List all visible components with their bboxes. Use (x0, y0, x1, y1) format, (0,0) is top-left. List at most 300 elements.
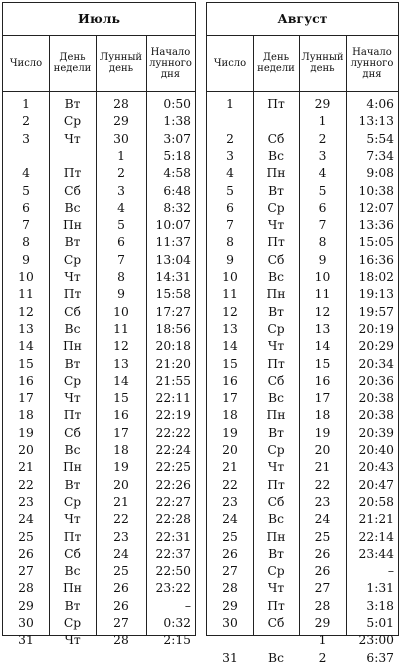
table-row (3, 148, 195, 165)
lunar-start-cell: 22:26 (155, 477, 191, 492)
day-number-cell: 7 (226, 218, 234, 233)
lunar-start-cell: 13:13 (358, 114, 394, 129)
weekday-cell: Чт (267, 460, 285, 475)
table-row (3, 165, 195, 182)
day-number-cell: 25 (18, 529, 34, 544)
lunar-start-cell: 5:18 (163, 148, 191, 163)
lunar-start-cell: 20:18 (155, 339, 191, 354)
day-number-cell: 25 (222, 529, 238, 544)
july-header-weekday: День недели (53, 52, 92, 74)
day-number-cell: 26 (222, 546, 238, 561)
lunar-day-cell: 15 (314, 356, 331, 371)
august-title: Август (207, 3, 398, 36)
weekday-cell: Чт (267, 218, 285, 233)
lunar-day-cell: 14 (314, 339, 331, 354)
lunar-start-cell: 15:05 (358, 235, 394, 250)
lunar-start-cell: 4:58 (163, 166, 191, 181)
table-row (3, 356, 195, 373)
table-row (3, 580, 195, 597)
lunar-day-cell: 23 (113, 529, 129, 544)
lunar-start-cell: 16:36 (358, 252, 394, 267)
august-table (206, 2, 399, 665)
lunar-day-cell: 5 (318, 183, 327, 198)
day-number-cell: 15 (18, 356, 34, 371)
weekday-cell: Вс (64, 200, 81, 215)
lunar-start-cell: 10:38 (358, 183, 394, 198)
weekday-cell: Вс (268, 391, 284, 406)
day-number-cell: 8 (226, 235, 234, 250)
lunar-start-cell: 20:39 (358, 425, 394, 440)
table-row (3, 459, 195, 476)
lunar-start-cell: 0:50 (163, 97, 191, 111)
day-number-cell: 28 (18, 581, 34, 596)
day-number-cell: 13 (18, 321, 34, 336)
weekday-cell: Вт (64, 598, 81, 613)
lunar-start-cell: 13:04 (155, 252, 191, 267)
weekday-cell: Сб (64, 425, 81, 440)
day-number-cell: 7 (22, 218, 30, 233)
weekday-cell: Сб (64, 546, 81, 561)
day-number-cell: 21 (18, 460, 34, 475)
lunar-start-cell: 22:22 (155, 425, 191, 440)
lunar-start-cell: 6:48 (163, 183, 191, 198)
lunar-day-cell: 2 (318, 131, 327, 146)
lunar-day-cell: 24 (314, 512, 331, 527)
weekday-cell: Вт (268, 546, 284, 561)
weekday-cell: Вс (268, 148, 284, 163)
lunar-start-cell: 3:07 (163, 131, 191, 146)
weekday-cell: Вт (268, 183, 284, 198)
day-number-cell: 11 (222, 287, 238, 302)
lunar-start-cell: 13:36 (358, 218, 394, 233)
weekday-cell: Вт (64, 97, 81, 111)
day-number-cell: 28 (222, 581, 238, 596)
day-number-cell: 29 (18, 598, 34, 613)
day-number-cell (207, 113, 253, 130)
lunar-day-cell: 13 (314, 321, 331, 336)
lunar-start-cell: 20:34 (358, 356, 394, 371)
day-number-cell: 18 (222, 408, 238, 423)
table-row (207, 338, 398, 355)
day-number-cell: 13 (222, 321, 238, 336)
day-number-cell: 20 (18, 443, 34, 457)
weekday-cell: Вт (64, 477, 81, 492)
table-row (3, 563, 195, 580)
lunar-day-cell: 21 (113, 494, 129, 509)
weekday-cell: Чт (64, 633, 81, 648)
day-number-cell: 26 (18, 546, 34, 561)
lunar-start-cell: 22:37 (155, 546, 191, 561)
lunar-start-cell: 14:31 (155, 270, 191, 284)
table-row (3, 477, 195, 494)
table-row (207, 563, 398, 580)
table-row (3, 615, 195, 632)
lunar-start-cell: 22:11 (155, 391, 191, 406)
day-number-cell: 22 (222, 477, 238, 492)
weekday-cell: Пт (267, 477, 285, 492)
lunar-start-cell: 5:54 (366, 131, 394, 146)
lunar-start-cell: – (184, 598, 191, 613)
weekday-cell: Пн (63, 339, 82, 354)
table-row (207, 459, 398, 476)
table-row (207, 252, 398, 269)
day-number-cell: 21 (222, 460, 238, 475)
weekday-cell: Вс (64, 564, 81, 579)
lunar-start-cell: 11:37 (155, 235, 191, 250)
lunar-start-cell: 20:38 (358, 408, 394, 423)
table-row (3, 252, 195, 269)
lunar-start-cell: 10:07 (155, 218, 191, 233)
table-row (207, 442, 398, 459)
lunar-day-cell: 30 (113, 131, 129, 146)
lunar-day-cell: 9 (318, 252, 327, 267)
weekday-cell: Ср (267, 200, 285, 215)
lunar-day-cell: 7 (117, 252, 125, 267)
lunar-day-cell: 19 (113, 460, 129, 475)
day-number-cell: 14 (222, 339, 238, 354)
weekday-cell: Чт (64, 270, 81, 284)
lunar-day-cell: 6 (318, 200, 327, 215)
lunar-day-cell: 17 (314, 391, 331, 406)
table-row (207, 373, 398, 390)
lunar-start-cell: 20:29 (358, 339, 394, 354)
lunar-start-cell: 1:38 (163, 114, 191, 129)
weekday-cell: Ср (63, 114, 82, 129)
table-row (3, 234, 195, 251)
lunar-day-cell: 18 (314, 408, 331, 423)
lunar-day-cell: 17 (113, 425, 129, 440)
lunar-start-cell: 12:07 (358, 200, 394, 215)
lunar-day-cell: 26 (113, 598, 129, 613)
weekday-cell: Вт (268, 425, 284, 440)
day-number-cell: 16 (18, 373, 34, 388)
lunar-start-cell: 5:01 (366, 616, 394, 630)
lunar-day-cell: 6 (117, 235, 125, 250)
lunar-start-cell: 4:06 (366, 97, 394, 111)
weekday-cell: Ср (267, 321, 285, 336)
day-number-cell: 1 (226, 97, 234, 111)
july-header-row (3, 35, 195, 92)
day-number-cell: 23 (18, 494, 34, 509)
weekday-cell: Вт (268, 304, 284, 319)
table-row (207, 615, 398, 632)
weekday-cell: Пн (266, 408, 286, 423)
lunar-day-cell: 2 (318, 650, 327, 665)
lunar-day-cell: 29 (314, 616, 331, 630)
day-number-cell: 12 (222, 304, 238, 319)
table-row (207, 477, 398, 494)
table-row (3, 425, 195, 442)
weekday-cell (253, 632, 299, 649)
table-row (207, 286, 398, 303)
lunar-start-cell: 20:58 (358, 494, 394, 509)
lunar-day-cell: 2 (117, 166, 125, 181)
lunar-start-cell: 21:21 (358, 512, 394, 527)
lunar-start-cell: 6:37 (366, 650, 394, 665)
lunar-day-cell: 8 (117, 270, 125, 284)
day-number-cell: 3 (226, 148, 234, 163)
day-number-cell: 30 (18, 616, 34, 630)
lunar-day-cell: 12 (314, 304, 331, 319)
weekday-cell: Сб (267, 131, 285, 146)
day-number-cell: 22 (18, 477, 34, 492)
lunar-day-cell: 26 (314, 546, 331, 561)
weekday-cell: Чт (64, 512, 81, 527)
weekday-cell: Пт (63, 287, 82, 302)
table-row (3, 183, 195, 200)
july-header-lunar-start: Начало лунного дня (149, 46, 192, 80)
weekday-cell: Пт (267, 97, 285, 111)
day-number-cell: 20 (222, 443, 238, 457)
table-row (207, 131, 398, 148)
weekday-cell: Пн (63, 460, 82, 475)
lunar-start-cell: 22:27 (155, 494, 191, 509)
day-number-cell: 18 (18, 408, 34, 423)
weekday-cell (253, 113, 299, 130)
august-header-number: Число (213, 57, 247, 69)
table-row (207, 356, 398, 373)
day-number-cell: 23 (222, 494, 238, 509)
lunar-start-cell: 22:14 (358, 529, 394, 544)
lunar-day-cell: 16 (314, 373, 331, 388)
lunar-day-cell: 18 (113, 443, 129, 457)
lunar-day-cell: 27 (113, 616, 129, 630)
lunar-start-cell: 23:22 (155, 581, 191, 596)
table-row (3, 546, 195, 563)
lunar-start-cell: 9:08 (366, 166, 394, 181)
table-row (207, 407, 398, 424)
table-row (207, 494, 398, 511)
weekday-cell: Вс (268, 512, 284, 527)
lunar-day-cell: 13 (113, 356, 129, 371)
weekday-cell: Чт (64, 131, 81, 146)
table-row (3, 217, 195, 234)
lunar-day-cell: 11 (113, 321, 129, 336)
july-rows (3, 91, 195, 648)
day-number-cell: 15 (222, 356, 238, 371)
table-row (207, 165, 398, 182)
lunar-day-cell: 15 (113, 391, 129, 406)
lunar-day-cell: 19 (314, 425, 331, 440)
lunar-start-cell: 19:13 (358, 287, 394, 302)
july-header-number: Число (9, 57, 43, 69)
lunar-day-cell: 1 (117, 148, 125, 163)
table-row (207, 148, 398, 165)
weekday-cell (49, 148, 96, 165)
table-row (207, 269, 398, 286)
table-row (3, 269, 195, 286)
weekday-cell: Вт (64, 235, 81, 250)
table-row (3, 321, 195, 338)
day-number-cell: 30 (222, 616, 238, 630)
table-row (207, 234, 398, 251)
lunar-day-cell: 25 (314, 529, 331, 544)
lunar-day-cell: 21 (314, 460, 331, 475)
table-row (207, 113, 398, 130)
weekday-cell: Пт (63, 529, 82, 544)
lunar-start-cell: 3:18 (366, 598, 394, 613)
lunar-start-cell: 20:19 (358, 321, 394, 336)
lunar-start-cell: 22:31 (155, 529, 191, 544)
lunar-start-cell: 20:40 (358, 443, 394, 457)
lunar-day-cell: 3 (117, 183, 125, 198)
weekday-cell: Сб (64, 304, 81, 319)
lunar-start-cell: 17:27 (155, 304, 191, 319)
lunar-day-cell: 28 (314, 598, 331, 613)
weekday-cell: Ср (63, 494, 82, 509)
weekday-cell: Чт (267, 339, 285, 354)
weekday-cell: Пт (267, 235, 285, 250)
day-number-cell: 31 (18, 633, 34, 648)
day-number-cell: 9 (226, 252, 234, 267)
day-number-cell: 5 (22, 183, 30, 198)
day-number-cell: 6 (226, 200, 234, 215)
lunar-day-cell: 25 (113, 564, 129, 579)
day-number-cell: 11 (18, 287, 34, 302)
lunar-start-cell: 8:32 (163, 200, 191, 215)
weekday-cell: Пн (266, 287, 286, 302)
lunar-day-cell: 29 (314, 97, 331, 111)
table-row (207, 321, 398, 338)
table-row (207, 529, 398, 546)
table-row (3, 494, 195, 511)
lunar-start-cell: 2:15 (163, 633, 191, 648)
august-header-lunar-day: Лунный день (301, 52, 344, 74)
august-header-lunar-start: Начало лунного дня (350, 46, 394, 80)
day-number-cell: 29 (222, 598, 238, 613)
weekday-cell: Пн (63, 581, 82, 596)
weekday-cell: Сб (267, 616, 285, 630)
table-row (3, 632, 195, 649)
lunar-start-cell: 21:20 (155, 356, 191, 371)
weekday-cell: Сб (267, 252, 285, 267)
weekday-cell: Сб (267, 494, 285, 509)
july-header-lunar-day: Лунный день (99, 52, 143, 74)
lunar-day-cell: 23 (314, 494, 331, 509)
lunar-day-cell: 22 (113, 512, 129, 527)
lunar-start-cell: 1:31 (366, 581, 394, 596)
day-number-cell: 27 (222, 564, 238, 579)
lunar-day-cell: 10 (113, 304, 129, 319)
weekday-cell: Ср (63, 252, 82, 267)
table-row (207, 546, 398, 563)
table-row (3, 373, 195, 390)
day-number-cell (207, 632, 253, 649)
lunar-start-cell: 23:00 (358, 633, 394, 648)
lunar-start-cell: 22:28 (155, 512, 191, 527)
august-header-weekday: День недели (257, 52, 295, 74)
weekday-cell: Вс (268, 270, 284, 284)
table-row (207, 96, 398, 113)
table-row (207, 650, 398, 667)
table-row (3, 442, 195, 459)
table-row (3, 598, 195, 615)
table-row (3, 529, 195, 546)
day-number-cell: 24 (18, 512, 34, 527)
weekday-cell: Вт (64, 356, 81, 371)
table-row (207, 632, 398, 649)
table-row (207, 200, 398, 217)
day-number-cell: 17 (222, 391, 238, 406)
weekday-cell: Сб (64, 183, 81, 198)
july-table (2, 2, 196, 648)
weekday-cell: Вс (64, 321, 81, 336)
lunar-day-cell: 14 (113, 373, 129, 388)
lunar-day-cell: 28 (113, 97, 129, 111)
weekday-cell: Пт (63, 408, 82, 423)
lunar-day-cell: 7 (318, 218, 327, 233)
day-number-cell: 4 (226, 166, 234, 181)
lunar-day-cell: 28 (113, 633, 129, 648)
weekday-cell: Пт (267, 598, 285, 613)
table-row (207, 304, 398, 321)
day-number-cell: 5 (226, 183, 234, 198)
lunar-start-cell: 19:57 (358, 304, 394, 319)
table-row (3, 338, 195, 355)
table-row (207, 511, 398, 528)
lunar-start-cell: 22:24 (155, 443, 191, 457)
weekday-cell: Ср (63, 373, 82, 388)
day-number-cell: 2 (226, 131, 234, 146)
lunar-day-cell: 1 (318, 633, 327, 648)
day-number-cell: 3 (22, 131, 30, 146)
day-number-cell: 4 (22, 166, 30, 181)
lunar-day-cell: 26 (314, 564, 331, 579)
lunar-day-cell: 11 (314, 287, 331, 302)
day-number-cell: 1 (22, 97, 30, 111)
lunar-start-cell: 18:02 (358, 270, 394, 284)
day-number-cell: 16 (222, 373, 238, 388)
day-number-cell: 31 (222, 650, 238, 665)
lunar-start-cell: 21:55 (155, 373, 191, 388)
table-row (207, 183, 398, 200)
weekday-cell: Вс (64, 443, 81, 457)
lunar-day-cell: 16 (113, 408, 129, 423)
lunar-start-cell: 20:47 (358, 477, 394, 492)
table-row (207, 217, 398, 234)
table-row (3, 113, 195, 130)
table-row (3, 304, 195, 321)
table-row (3, 131, 195, 148)
table-row (207, 580, 398, 597)
day-number-cell: 27 (18, 564, 34, 579)
lunar-start-cell: 22:25 (155, 460, 191, 475)
table-row (3, 511, 195, 528)
day-number-cell: 24 (222, 512, 238, 527)
table-row (207, 598, 398, 615)
weekday-cell: Ср (63, 616, 82, 630)
lunar-start-cell: 20:36 (358, 373, 394, 388)
table-row (207, 390, 398, 407)
lunar-day-cell: 9 (117, 287, 125, 302)
lunar-day-cell: 12 (113, 339, 129, 354)
lunar-day-cell: 1 (318, 114, 327, 129)
day-number-cell: 14 (18, 339, 34, 354)
day-number-cell: 17 (18, 391, 34, 406)
lunar-day-cell: 3 (318, 148, 327, 163)
table-row (3, 390, 195, 407)
day-number-cell: 2 (22, 114, 30, 129)
table-row (3, 200, 195, 217)
day-number-cell (3, 148, 49, 165)
day-number-cell: 19 (222, 425, 238, 440)
lunar-day-cell: 20 (314, 443, 331, 457)
lunar-start-cell: 23:44 (358, 546, 394, 561)
lunar-start-cell: – (387, 564, 394, 579)
weekday-cell: Пн (266, 529, 286, 544)
weekday-cell: Ср (267, 564, 285, 579)
lunar-day-cell: 10 (314, 270, 331, 284)
